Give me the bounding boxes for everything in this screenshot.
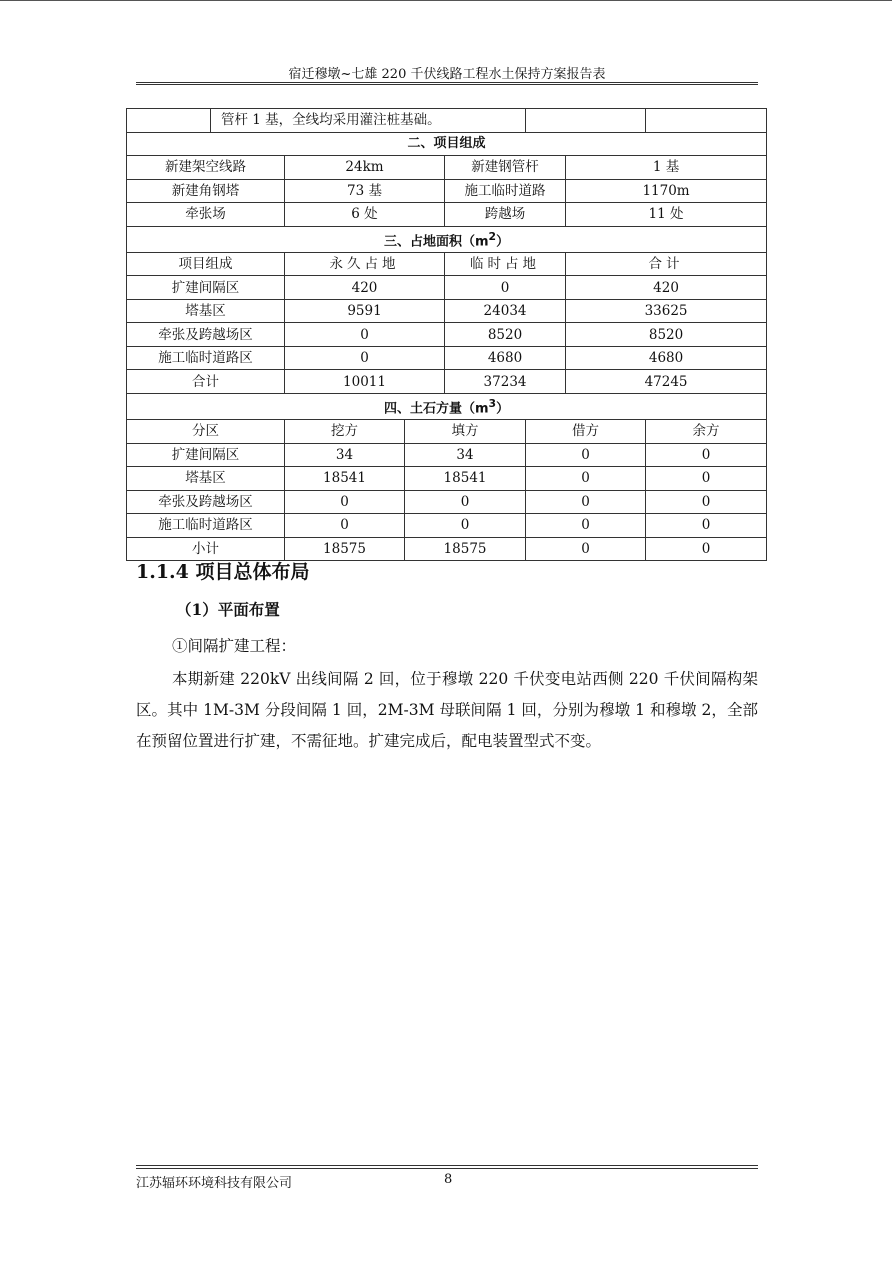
- table-cell: 24km: [285, 156, 445, 180]
- section-title-text: ）: [496, 233, 510, 249]
- section-title-earthwork: [127, 393, 767, 419]
- project-summary-table: [126, 108, 767, 561]
- table-cell: 牵张及跨越场区: [127, 323, 285, 347]
- table-cell: 小计: [127, 537, 285, 561]
- section-title-land-area: [127, 226, 767, 252]
- section-row: [127, 226, 767, 252]
- table-cell: 0: [285, 514, 405, 538]
- table-cell: 0: [526, 514, 646, 538]
- table-cell: 新建架空线路: [127, 156, 285, 180]
- column-header: 借方: [526, 420, 646, 444]
- table-cell: 0: [526, 537, 646, 561]
- table-cell: [646, 109, 767, 133]
- table-row: [127, 203, 767, 227]
- table-row: [127, 490, 767, 514]
- section-row: [127, 393, 767, 419]
- table-cell: 47245: [566, 370, 767, 394]
- table-cell: 420: [285, 276, 445, 300]
- table-cell: 0: [526, 467, 646, 491]
- section-title-text: 三、占地面积（m: [383, 233, 489, 249]
- column-header: 挖方: [285, 420, 405, 444]
- unit-superscript: 2: [488, 229, 497, 243]
- table-cell: 塔基区: [127, 299, 285, 323]
- column-header: 余方: [646, 420, 767, 444]
- table-cell: 施工临时道路区: [127, 346, 285, 370]
- table-cell: 塔基区: [127, 467, 285, 491]
- table-cell: 8520: [445, 323, 566, 347]
- column-header: 项目组成: [127, 252, 285, 276]
- table-cell: 4680: [445, 346, 566, 370]
- table-cell: 合计: [127, 370, 285, 394]
- section-title-text: 四、土石方量（m: [383, 401, 489, 417]
- table-cell: [127, 109, 211, 133]
- table-cell: 跨越场: [445, 203, 566, 227]
- table-cell: 0: [646, 467, 767, 491]
- subsection-heading: （1）平面布置: [176, 600, 280, 619]
- table-row: [127, 299, 767, 323]
- table-cell: 扩建间隔区: [127, 443, 285, 467]
- table-cell: 1170m: [566, 179, 767, 203]
- table-row: [127, 443, 767, 467]
- header-rule-double: [136, 84, 758, 85]
- page-number: 8: [444, 1172, 453, 1187]
- table-row: [127, 467, 767, 491]
- table-cell: 18541: [285, 467, 405, 491]
- table-cell: 11 处: [566, 203, 767, 227]
- table-cell: 33625: [566, 299, 767, 323]
- table-header-row: [127, 252, 767, 276]
- top-border: [0, 0, 892, 1]
- table-row: [127, 179, 767, 203]
- column-header: 合计: [566, 252, 767, 276]
- table-cell: 1 基: [566, 156, 767, 180]
- list-item-label: ①间隔扩建工程：: [172, 637, 297, 655]
- table-cell: 18575: [405, 537, 526, 561]
- table-cell: 34: [285, 443, 405, 467]
- page-header: 宿迁穆墩~七雄 220 千伏线路工程水土保持方案报告表: [288, 67, 606, 82]
- foundation-note: 管杆 1 基，全线均采用灌注桩基础。: [211, 109, 526, 133]
- table-cell: 18541: [405, 467, 526, 491]
- table-cell: 新建角钢塔: [127, 179, 285, 203]
- table-row: [127, 156, 767, 180]
- table-cell: 6 处: [285, 203, 445, 227]
- table-cell: 0: [285, 490, 405, 514]
- table-cell: 施工临时道路区: [127, 514, 285, 538]
- table-cell: 8520: [566, 323, 767, 347]
- table-cell: 扩建间隔区: [127, 276, 285, 300]
- table-row: [127, 370, 767, 394]
- table-cell: 37234: [445, 370, 566, 394]
- column-header: 临时占地: [445, 252, 566, 276]
- table-cell: 牵张及跨越场区: [127, 490, 285, 514]
- table-cell: 施工临时道路: [445, 179, 566, 203]
- table-cell: 0: [646, 514, 767, 538]
- table-cell: 0: [526, 490, 646, 514]
- table-cell: 0: [646, 537, 767, 561]
- footer-rule-double: [136, 1168, 758, 1169]
- section-title-composition: 二、项目组成: [127, 132, 767, 156]
- table-header-row: [127, 420, 767, 444]
- table-cell: 34: [405, 443, 526, 467]
- section-heading: 1.1.4 项目总体布局: [136, 561, 310, 583]
- table-row: [127, 109, 767, 133]
- table-cell: 18575: [285, 537, 405, 561]
- column-header: 填方: [405, 420, 526, 444]
- table-cell: 420: [566, 276, 767, 300]
- table-cell: 0: [285, 346, 445, 370]
- column-header: 分区: [127, 420, 285, 444]
- table-row: [127, 346, 767, 370]
- header-rule: [136, 82, 758, 83]
- table-cell: 24034: [445, 299, 566, 323]
- table-cell: 4680: [566, 346, 767, 370]
- table-cell: 0: [405, 514, 526, 538]
- table-cell: 0: [646, 490, 767, 514]
- table-cell: 0: [445, 276, 566, 300]
- table-cell: 0: [285, 323, 445, 347]
- table-row: [127, 323, 767, 347]
- section-row: [127, 132, 767, 156]
- column-header: 永久占地: [285, 252, 445, 276]
- footer-company: 江苏辐环环境科技有限公司: [136, 1176, 293, 1191]
- table-cell: [526, 109, 646, 133]
- table-cell: 0: [526, 443, 646, 467]
- footer-rule: [136, 1165, 758, 1166]
- table-cell: 新建钢管杆: [445, 156, 566, 180]
- table-cell: 9591: [285, 299, 445, 323]
- body-paragraph: 本期新建 220kV 出线间隔 2 回，位于穆墩 220 千伏变电站西侧 220 千伏间隔构架区。其中 1M-3M 分段间隔 1 回，2M-3M 母联间隔 1 回，分别为穆墩 1 和穆墩 2，全部在预留位置进行扩建，不需征地。扩建完成后，配电装置型式不变。: [136, 670, 758, 750]
- table-cell: 0: [646, 443, 767, 467]
- table-cell: 0: [405, 490, 526, 514]
- table-row: [127, 514, 767, 538]
- table-cell: 10011: [285, 370, 445, 394]
- table-cell: 牵张场: [127, 203, 285, 227]
- unit-superscript: 3: [488, 396, 497, 410]
- table-cell: 73 基: [285, 179, 445, 203]
- table-row: [127, 276, 767, 300]
- section-title-text: ）: [496, 401, 510, 417]
